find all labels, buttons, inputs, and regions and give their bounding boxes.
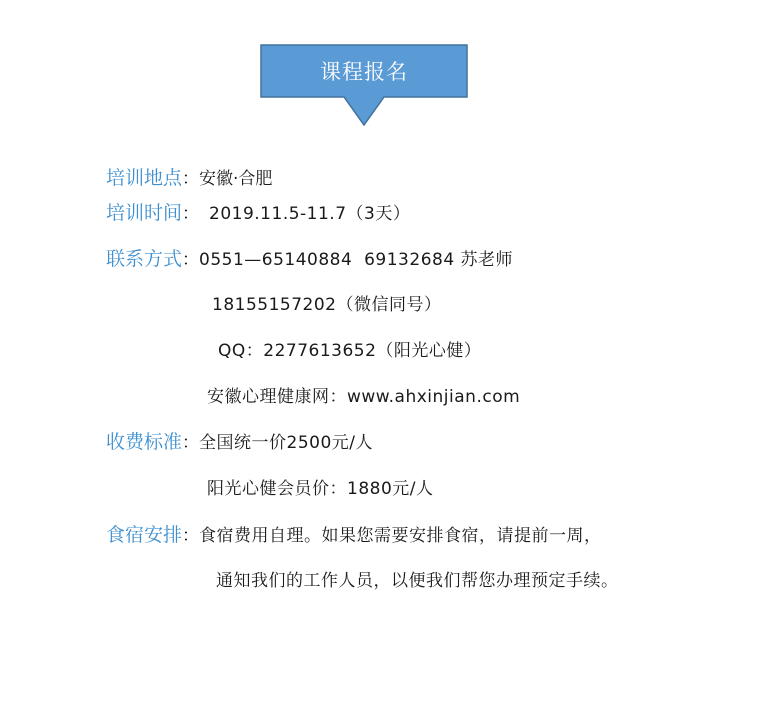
time-label: 培训时间 [106,202,183,224]
location-label: 培训地点 [106,167,183,189]
fees-member-row [207,477,434,501]
lodging-line1: 食宿费用自理。如果您需要安排食宿，请提前一周， [199,526,602,546]
contact-website-row [207,385,520,409]
fees-row [106,430,373,455]
contact-colon: ： [182,250,200,270]
fees-colon: ： [182,433,200,453]
time-value: 2019.11.5-11.7（3天） [209,204,411,224]
contact-mobile-row [212,293,441,317]
course-registration-banner [260,44,468,126]
fees-national-price: 全国统一价2500元/人 [199,433,374,453]
contact-website: 安徽心理健康网：www.ahxinjian.com [207,387,521,407]
fees-member-price: 阳光心健会员价：1880元/人 [207,479,434,499]
time-colon: ： [182,204,200,224]
contact-mobile: 18155157202（微信同号） [212,295,442,315]
location-value: 安徽·合肥 [199,169,273,189]
contact-qq-row [218,339,481,363]
contact-row [106,247,513,272]
lodging-row [106,523,602,548]
lodging-line2-row [216,569,619,593]
lodging-colon: ： [182,526,200,546]
time-row [106,201,410,226]
contact-qq: QQ：2277613652（阳光心健） [218,341,482,361]
location-colon: ： [182,169,200,189]
lodging-label: 食宿安排 [106,524,183,546]
fees-label: 收费标准 [106,431,183,453]
lodging-line2: 通知我们的工作人员，以便我们帮您办理预定手续。 [216,571,619,591]
contact-label: 联系方式 [106,248,183,270]
contact-phone: 0551—65140884 69132684 苏老师 [199,250,514,270]
location-row [106,166,272,191]
banner-title: 课程报名 [320,60,408,84]
